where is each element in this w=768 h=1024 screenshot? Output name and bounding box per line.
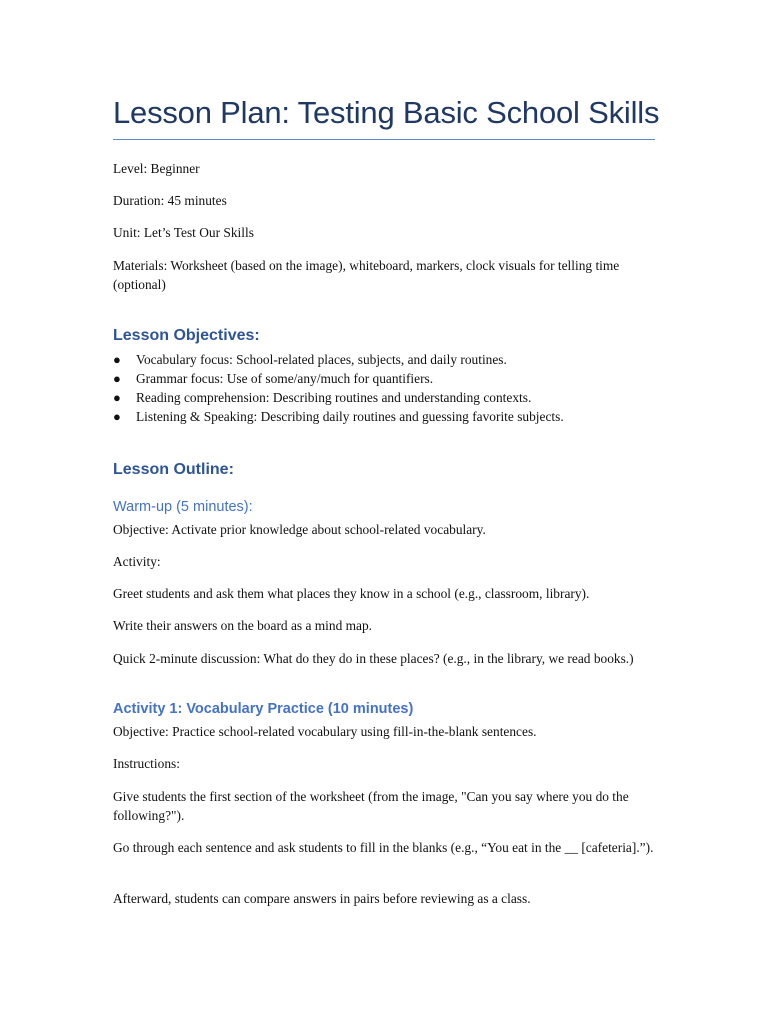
warmup-objective: Objective: Activate prior knowledge about school-related vocabulary.	[113, 522, 486, 537]
page-title: Lesson Plan: Testing Basic School Skills	[113, 93, 655, 140]
warmup-activity-label: Activity:	[113, 554, 161, 569]
activity1-step: Go through each sentence and ask students to fill in the blanks (e.g., “You eat in the __ [cafeteria].”).	[113, 840, 654, 855]
objectives-heading: Lesson Objectives:	[113, 327, 260, 344]
objectives-list	[113, 350, 658, 426]
materials-line: Materials: Worksheet (based on the image), whiteboard, markers, clock visuals for telling time (optional)	[113, 258, 620, 292]
unit-line: Unit: Let’s Test Our Skills	[113, 225, 254, 240]
activity1-instructions-label: Instructions:	[113, 756, 180, 771]
warmup-heading: Warm-up (5 minutes):	[113, 499, 253, 515]
bullet-icon: ●	[113, 352, 121, 367]
outline-heading: Lesson Outline:	[113, 461, 234, 478]
list-item	[113, 369, 658, 388]
warmup-step: Write their answers on the board as a mind map.	[113, 618, 373, 633]
level-line: Level: Beginner	[113, 161, 200, 176]
list-item	[113, 407, 658, 426]
bullet-icon: ●	[113, 409, 121, 424]
objective-text: Listening & Speaking: Describing daily routines and guessing favorite subjects.	[136, 409, 564, 424]
warmup-step: Quick 2-minute discussion: What do they do in these places? (e.g., in the library, we read books.)	[113, 651, 634, 666]
warmup-step: Greet students and ask them what places they know in a school (e.g., classroom, library).	[113, 586, 590, 601]
bullet-icon: ●	[113, 390, 121, 405]
activity1-objective: Objective: Practice school-related vocabulary using fill-in-the-blank sentences.	[113, 724, 537, 739]
list-item	[113, 350, 658, 369]
activity1-step: Give students the first section of the worksheet (from the image, "Can you say where you do the following?").	[113, 789, 629, 823]
activity1-step: Afterward, students can compare answers in pairs before reviewing as a class.	[113, 891, 531, 906]
bullet-icon: ●	[113, 371, 121, 386]
activity1-heading: Activity 1: Vocabulary Practice (10 minutes)	[113, 701, 414, 717]
objective-text: Vocabulary focus: School-related places, subjects, and daily routines.	[136, 352, 507, 367]
objective-text: Grammar focus: Use of some/any/much for quantifiers.	[136, 371, 434, 386]
duration-line: Duration: 45 minutes	[113, 193, 227, 208]
list-item	[113, 388, 658, 407]
objective-text: Reading comprehension: Describing routines and understanding contexts.	[136, 390, 532, 405]
